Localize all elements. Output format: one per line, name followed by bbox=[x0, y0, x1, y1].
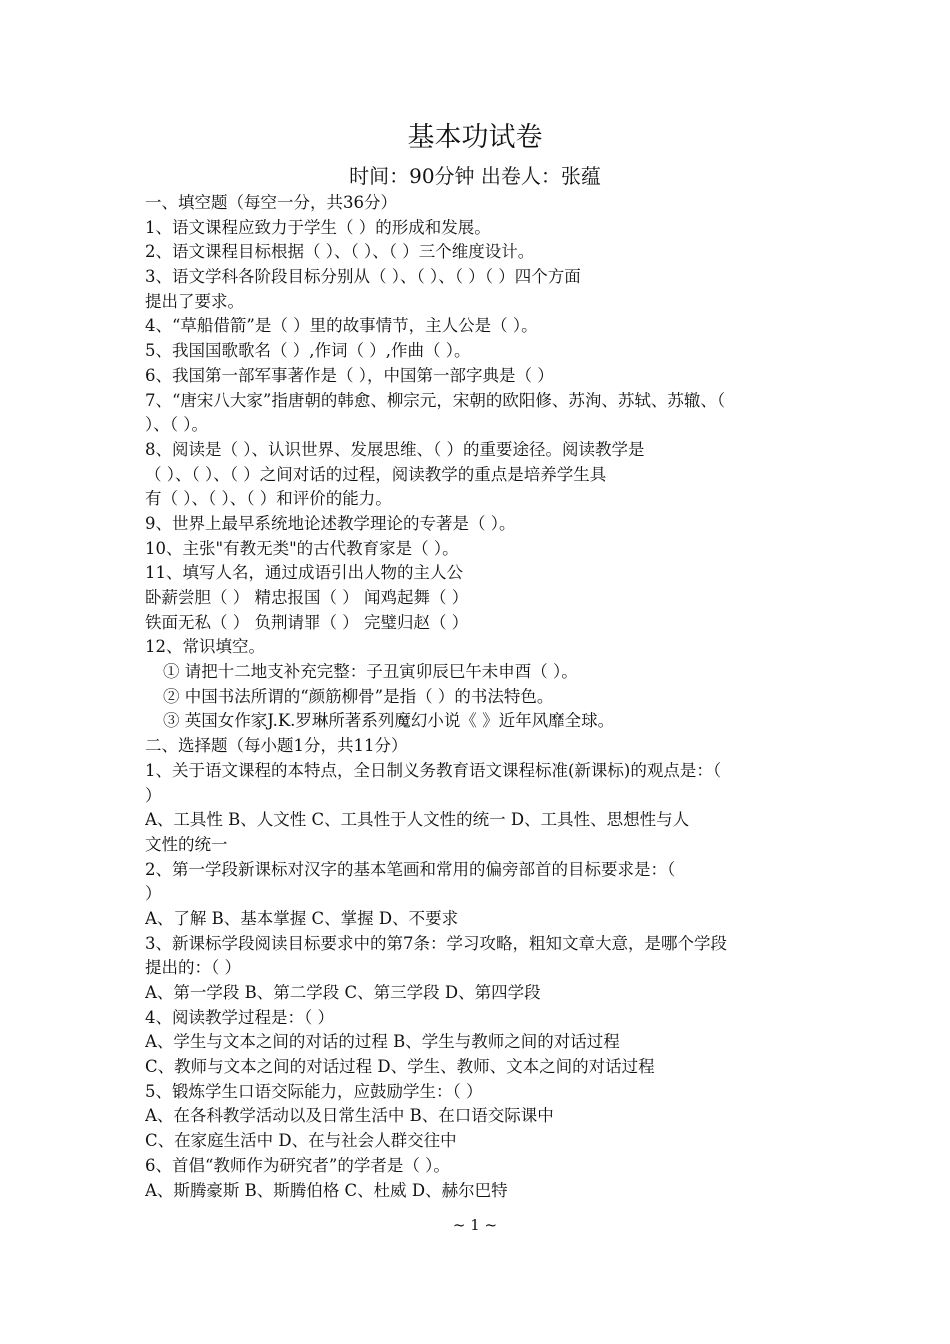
question-line: 8、阅读是（ ）、认识世界、发展思维、（ ）的重要途径。阅读教学是 bbox=[145, 439, 645, 459]
question-line: ） bbox=[145, 785, 162, 805]
question-line: 6、我国第一部军事著作是（ ），中国第一部字典是（ ） bbox=[145, 365, 554, 385]
question-line: 4、“草船借箭”是（ ）里的故事情节，主人公是（ ）。 bbox=[145, 316, 538, 336]
question-line: 提出了要求。 bbox=[145, 291, 244, 311]
question-line: 有（ ）、（ ）、（ ）和评价的能力。 bbox=[145, 489, 392, 509]
question-line: 5、我国国歌歌名（ ）,作词（ ）,作曲（ ）。 bbox=[145, 341, 471, 361]
option-line: A、在各科教学活动以及日常生活中 B、在口语交际课中 bbox=[145, 1106, 554, 1126]
section-heading-fill-in: 一、填空题（每空一分，共36分） bbox=[145, 193, 397, 212]
option-line: C、教师与文本之间的对话过程 D、学生、教师、文本之间的对话过程 bbox=[145, 1057, 655, 1077]
question-line: ）、（ ）。 bbox=[145, 415, 208, 435]
question-line: 5、锻炼学生口语交际能力，应鼓励学生：（ ） bbox=[145, 1081, 483, 1101]
option-line: A、了解 B、基本掌握 C、掌握 D、不要求 bbox=[145, 908, 459, 928]
option-line: A、工具性 B、人文性 C、工具性于人文性的统一 D、工具性、思想性与人 bbox=[145, 810, 690, 830]
question-line: 10、主张"有教无类"的古代教育家是（ ）。 bbox=[145, 538, 459, 558]
question-line: 3、语文学科各阶段目标分别从（ ）、（ ）、（ ）（ ）四个方面 bbox=[145, 267, 581, 287]
question-line: 6、首倡“教师作为研究者”的学者是（ ）。 bbox=[145, 1155, 450, 1175]
question-line: 3、新课标学段阅读目标要求中的第7条：学习攻略，粗知文章大意，是哪个学段 bbox=[145, 933, 727, 953]
option-line: A、第一学段 B、第二学段 C、第三学段 D、第四学段 bbox=[145, 983, 541, 1002]
question-line: 铁面无私（ ） 负荆请罪（ ） 完璧归赵（ ） bbox=[145, 612, 469, 632]
question-line: 11、填写人名，通过成语引出人物的主人公 bbox=[145, 563, 463, 583]
question-line: 2、第一学段新课标对汉字的基本笔画和常用的偏旁部首的目标要求是：（ bbox=[145, 859, 676, 879]
question-line: 4、阅读教学过程是：（ ） bbox=[145, 1007, 334, 1027]
question-line: 1、关于语文课程的本特点，全日制义务教育语文课程标准(新课标)的观点是：（ bbox=[145, 760, 722, 780]
question-line: 12、常识填空。 bbox=[145, 637, 265, 657]
option-line: 文性的统一 bbox=[145, 834, 228, 854]
question-line: 7、“唐宋八大家”指唐朝的韩愈、柳宗元，宋朝的欧阳修、苏洵、苏轼、苏辙、（ bbox=[145, 390, 726, 410]
question-line: ） bbox=[145, 884, 162, 904]
question-line: 卧薪尝胆（ ） 精忠报国（ ） 闻鸡起舞（ ） bbox=[145, 588, 469, 607]
question-line: 9、世界上最早系统地论述教学理论的专著是（ ）。 bbox=[145, 513, 516, 533]
question-line: 2、语文课程目标根据（ ）、（ ）、（ ）三个维度设计。 bbox=[145, 242, 535, 262]
page-title: 基本功试卷 bbox=[407, 122, 543, 153]
option-line: C、在家庭生活中 D、在与社会人群交往中 bbox=[145, 1131, 457, 1151]
question-line: 1、语文课程应致力于学生（ ）的形成和发展。 bbox=[145, 217, 491, 237]
question-line: ① 请把十二地支补充完整：子丑寅卯辰巳午未申酉（ ）。 bbox=[163, 662, 578, 682]
option-line: A、学生与文本之间的对话的过程 B、学生与教师之间的对话过程 bbox=[145, 1032, 620, 1052]
question-line: 提出的：（ ） bbox=[145, 958, 241, 978]
question-line: （ ）、（ ）、（ ）之间对话的过程，阅读教学的重点是培养学生具 bbox=[145, 464, 607, 484]
exam-info: 时间：90分钟 出卷人：张蕴 bbox=[349, 164, 601, 188]
question-line: ③ 英国女作家J.K.罗琳所著系列魔幻小说《 》近年风靡全球。 bbox=[163, 711, 615, 731]
page-number: ~ 1 ~ bbox=[452, 1216, 498, 1234]
exam-body bbox=[145, 191, 810, 1203]
option-line: A、斯腾豪斯 B、斯腾伯格 C、杜威 D、赫尔巴特 bbox=[145, 1180, 508, 1200]
section-heading-multiple-choice: 二、选择题（每小题1分，共11分） bbox=[145, 736, 408, 756]
question-line: ② 中国书法所谓的“颜筋柳骨”是指（ ）的书法特色。 bbox=[163, 686, 554, 706]
